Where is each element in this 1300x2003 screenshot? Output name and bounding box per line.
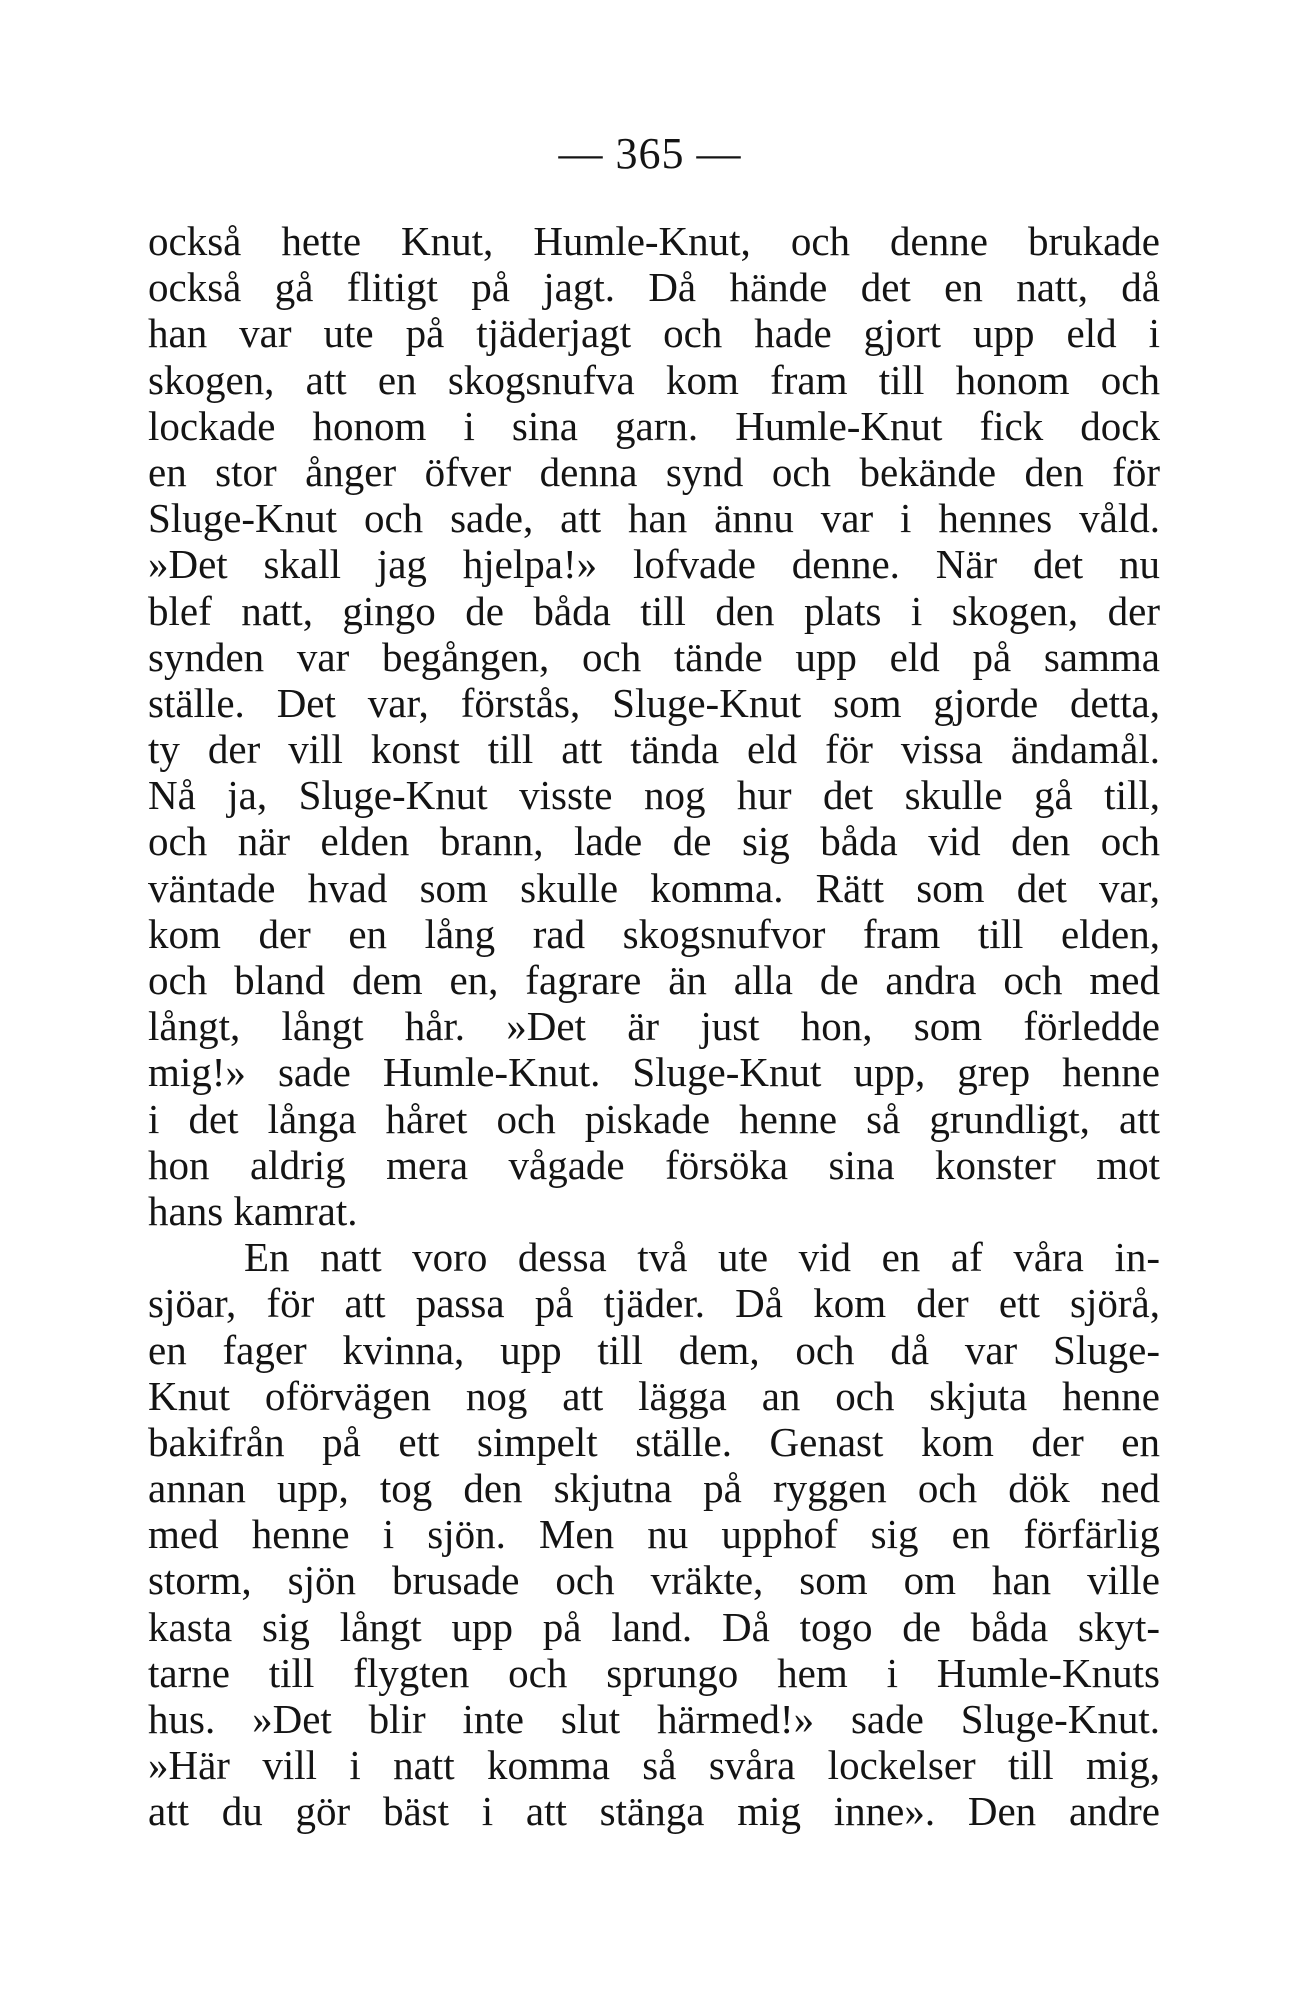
text-line: hans kamrat. xyxy=(148,1187,358,1234)
text-line: också gå flitigt på jagt. Då hände det en natt, då xyxy=(148,264,1160,311)
text-line: kasta sig långt upp på land. Då togo de båda skyt- xyxy=(148,1603,1160,1650)
text-line: lockade honom i sina garn. Humle-Knut fick dock xyxy=(148,402,1160,449)
text-line: väntade hvad som skulle komma. Rätt som det var, xyxy=(148,864,1160,911)
text-line: kom der en lång rad skogsnufvor fram till elden, xyxy=(148,910,1160,957)
text-line: med henne i sjön. Men nu upphof sig en förfärlig xyxy=(148,1511,1160,1558)
text-line: skogen, att en skogsnufva kom fram till honom och xyxy=(148,356,1160,403)
text-line: Knut oförvägen nog att lägga an och skjuta henne xyxy=(148,1372,1160,1419)
text-line: ty der vill konst till att tända eld för vissa ändamål. xyxy=(148,726,1160,773)
text-line: annan upp, tog den skjutna på ryggen och dök ned xyxy=(148,1465,1160,1512)
text-line: också hette Knut, Humle-Knut, och denne brukade xyxy=(148,218,1160,264)
text-line: Nå ja, Sluge-Knut visste nog hur det skulle gå till, xyxy=(148,772,1160,819)
text-line: sjöar, för att passa på tjäder. Då kom der ett sjörå, xyxy=(148,1280,1160,1327)
text-line: En natt voro dessa två ute vid en af våra in- xyxy=(244,1234,1160,1281)
text-line: bakifrån på ett simpelt ställe. Genast kom der en xyxy=(148,1418,1160,1465)
text-line: och bland dem en, fagrare än alla de andra och med xyxy=(148,957,1160,1003)
text-line: tarne till flygten och sprungo hem i Humle-Knuts xyxy=(148,1649,1160,1696)
text-line: blef natt, gingo de båda till den plats i skogen, der xyxy=(148,587,1160,634)
text-line: synden var begången, och tände upp eld på samma xyxy=(148,633,1160,680)
text-line: att du gör bäst i att stänga mig inne». Den andre xyxy=(148,1788,1160,1835)
text-line: han var ute på tjäderjagt och hade gjort upp eld i xyxy=(148,310,1160,357)
text-line: hon aldrig mera vågade försöka sina konster mot xyxy=(148,1141,1160,1188)
text-line: en stor ånger öfver denna synd och bekände den för xyxy=(148,448,1160,495)
text-line: i det långa håret och piskade henne så grundligt, att xyxy=(148,1095,1160,1142)
text-line: mig!» sade Humle-Knut. Sluge-Knut upp, grep henne xyxy=(148,1049,1160,1096)
body-text xyxy=(148,218,1160,1835)
text-line: ställe. Det var, förstås, Sluge-Knut som gjorde detta, xyxy=(148,679,1160,726)
text-line: och när elden brann, lade de sig båda vid den och xyxy=(148,818,1160,865)
text-line: hus. »Det blir inte slut härmed!» sade Sluge-Knut. xyxy=(148,1696,1160,1742)
text-line: »Det skall jag hjelpa!» lofvade denne. När det nu xyxy=(148,541,1160,588)
text-line: en fager kvinna, upp till dem, och då var Sluge- xyxy=(148,1326,1160,1373)
text-line: Sluge-Knut och sade, att han ännu var i hennes våld. xyxy=(148,495,1160,542)
text-line: långt, långt hår. »Det är just hon, som förledde xyxy=(148,1003,1160,1050)
page-number: — 365 — xyxy=(558,129,742,178)
text-line: storm, sjön brusade och vräkte, som om han ville xyxy=(148,1557,1160,1604)
text-line: »Här vill i natt komma så svåra lockelser till mig, xyxy=(148,1742,1160,1789)
